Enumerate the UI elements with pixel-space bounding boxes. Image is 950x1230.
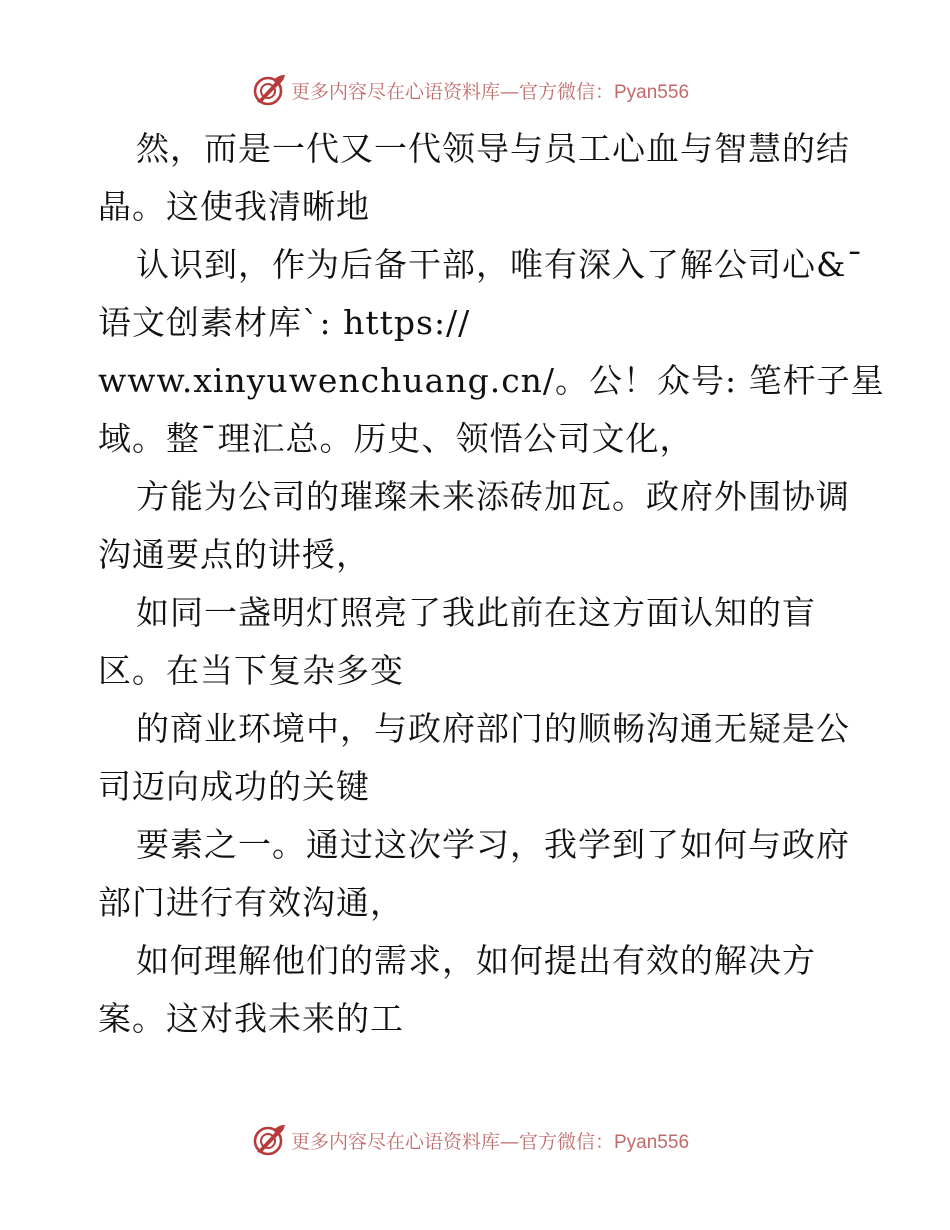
header-banner-label: 更多内容尽在心语资料库—官方微信： [290, 80, 614, 103]
footer-banner-label: 更多内容尽在心语资料库—官方微信： [290, 1130, 614, 1153]
paragraph-line: 方能为公司的璀璨未来添砖加瓦。政府外围协调 [136, 477, 850, 516]
footer-banner [0, 1120, 950, 1160]
quill-logo-icon [251, 72, 287, 108]
header-banner-inner [251, 72, 689, 108]
paragraph-line: 认识到，作为后备干部，唯有深入了解公司心&¯ [136, 245, 864, 284]
header-banner-text [291, 77, 689, 104]
document-body [98, 120, 885, 1048]
header-wechat-id: Pyan556 [614, 81, 690, 103]
footer-banner-text [291, 1127, 689, 1154]
paragraph-line: 司迈向成功的关键 [98, 767, 370, 806]
paragraph-line: 域。整¯理汇总。历史、领悟公司文化， [98, 419, 694, 458]
paragraph-line: 区。在当下复杂多变 [98, 651, 404, 690]
paragraph-line: 部门进行有效沟通， [98, 883, 404, 922]
paragraph-line: www.xinyuwenchuang.cn/。公！众号: 笔杆子星 [98, 361, 885, 400]
paragraph-line: 沟通要点的讲授， [98, 535, 370, 574]
footer-wechat-id: Pyan556 [614, 1131, 690, 1153]
paragraph-line: 晶。这使我清晰地 [98, 187, 370, 226]
paragraph-line: 如同一盏明灯照亮了我此前在这方面认知的盲 [136, 593, 816, 632]
paragraph-line: 的商业环境中，与政府部门的顺畅沟通无疑是公 [136, 709, 850, 748]
paragraph-line: 语文创素材库`: https:// [98, 303, 471, 342]
header-banner [0, 70, 950, 110]
paragraph-line: 然，而是一代又一代领导与员工心血与智慧的结 [136, 129, 850, 168]
paragraph-line: 案。这对我未来的工 [98, 999, 404, 1038]
footer-banner-inner [251, 1122, 689, 1158]
paragraph-line: 要素之一。通过这次学习，我学到了如何与政府 [136, 825, 850, 864]
quill-logo-icon [251, 1122, 287, 1158]
paragraph-line: 如何理解他们的需求，如何提出有效的解决方 [136, 941, 816, 980]
